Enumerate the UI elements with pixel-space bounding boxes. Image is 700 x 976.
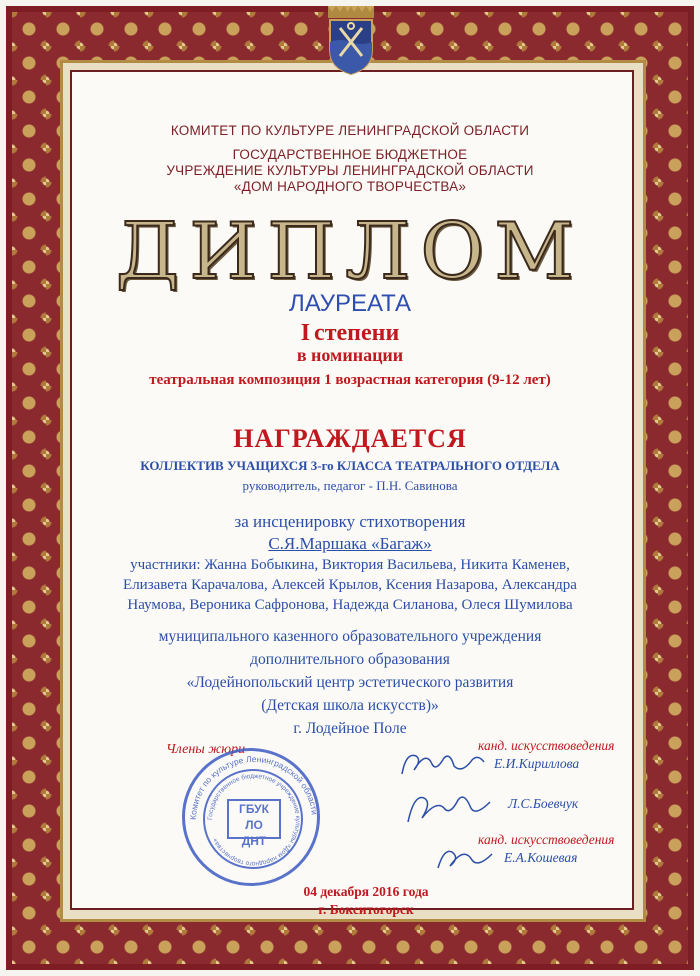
issue-city: г. Бокситогорск bbox=[318, 902, 414, 917]
school-line-4: (Детская школа искусств)» bbox=[261, 697, 439, 714]
committee-name: КОМИТЕТ ПО КУЛЬТУРЕ ЛЕНИНГРАДСКОЙ ОБЛАСТИ bbox=[170, 123, 530, 138]
jury-member-3-name: Е.А.Кошевая bbox=[504, 850, 578, 865]
nomination-category: театральная композиция 1 возрастная категория (9-12 лет) bbox=[149, 372, 551, 388]
stamp-ring-text bbox=[185, 751, 323, 889]
svg-text:Государственное бюджетное учре: Государственное бюджетное учреждение культуры «Дом народного творчества» bbox=[206, 772, 302, 868]
nomination-label: в номинации bbox=[296, 345, 404, 365]
participants-line-2: Елизавета Карачалова, Алексей Крылов, Ксения Назарова, Александра bbox=[123, 577, 577, 593]
jury-member-3-title: канд. искусствоведения bbox=[478, 832, 615, 847]
signature-1 bbox=[396, 744, 488, 782]
signature-3 bbox=[432, 838, 498, 874]
award-reason: за инсценировку стихотворения bbox=[234, 512, 466, 531]
coat-of-arms-emblem bbox=[318, 6, 384, 76]
issue-date: 04 декабря 2016 года bbox=[303, 884, 429, 899]
leader-line: руководитель, педагог - П.Н. Савинова bbox=[242, 478, 458, 493]
signature-2 bbox=[400, 788, 496, 830]
jury-member-1-title: канд. искусствоведения bbox=[478, 738, 615, 753]
diploma-subtitle: ЛАУРЕАТА bbox=[289, 290, 411, 317]
participants-line-3: Наумова, Вероника Сафронова, Надежда Силанова, Олеся Шумилова bbox=[127, 597, 573, 613]
collective-name: КОЛЛЕКТИВ УЧАЩИХСЯ 3-го КЛАССА ТЕАТРАЛЬНОГО ОТДЕЛА bbox=[140, 458, 560, 473]
degree-word: степени bbox=[314, 320, 400, 346]
degree-block bbox=[0, 320, 700, 347]
official-stamp bbox=[182, 748, 320, 886]
jury-member-1-name: Е.И.Кириллова bbox=[494, 756, 580, 771]
school-line-3: «Лодейнопольский центр эстетического развития bbox=[186, 674, 514, 691]
stamp-center-line-2: ДНТ bbox=[241, 834, 267, 848]
awarded-heading: НАГРАЖДАЕТСЯ bbox=[233, 424, 467, 453]
diploma-title: ДИПЛОМ bbox=[115, 207, 585, 297]
institution-line-2: УЧРЕЖДЕНИЕ КУЛЬТУРЫ ЛЕНИНГРАДСКОЙ ОБЛАСТИ bbox=[166, 163, 534, 178]
stamp-center-line-1: ГБУК ЛО bbox=[239, 802, 269, 832]
institution-line-1: ГОСУДАРСТВЕННОЕ БЮДЖЕТНОЕ bbox=[232, 147, 468, 162]
degree-numeral: I bbox=[300, 320, 311, 346]
institution-line-3: «ДОМ НАРОДНОГО ТВОРЧЕСТВА» bbox=[233, 179, 467, 194]
stamp-center bbox=[227, 799, 281, 848]
school-line-5: г. Лодейное Поле bbox=[293, 720, 407, 737]
jury-label: Члены жюри bbox=[166, 742, 246, 757]
school-line-1: муниципального казенного образовательного учреждения bbox=[158, 628, 542, 645]
jury-member-2-name: Л.С.Боевчук bbox=[508, 796, 579, 811]
participants-line-1: участники: Жанна Бобыкина, Виктория Васильева, Никита Каменев, bbox=[130, 557, 570, 573]
svg-text:Комитет по культуре Ленинградс: Комитет по культуре Ленинградской области bbox=[187, 753, 320, 821]
school-line-2: дополнительного образования bbox=[250, 651, 450, 668]
poem-title: С.Я.Маршака «Багаж» bbox=[268, 534, 432, 553]
